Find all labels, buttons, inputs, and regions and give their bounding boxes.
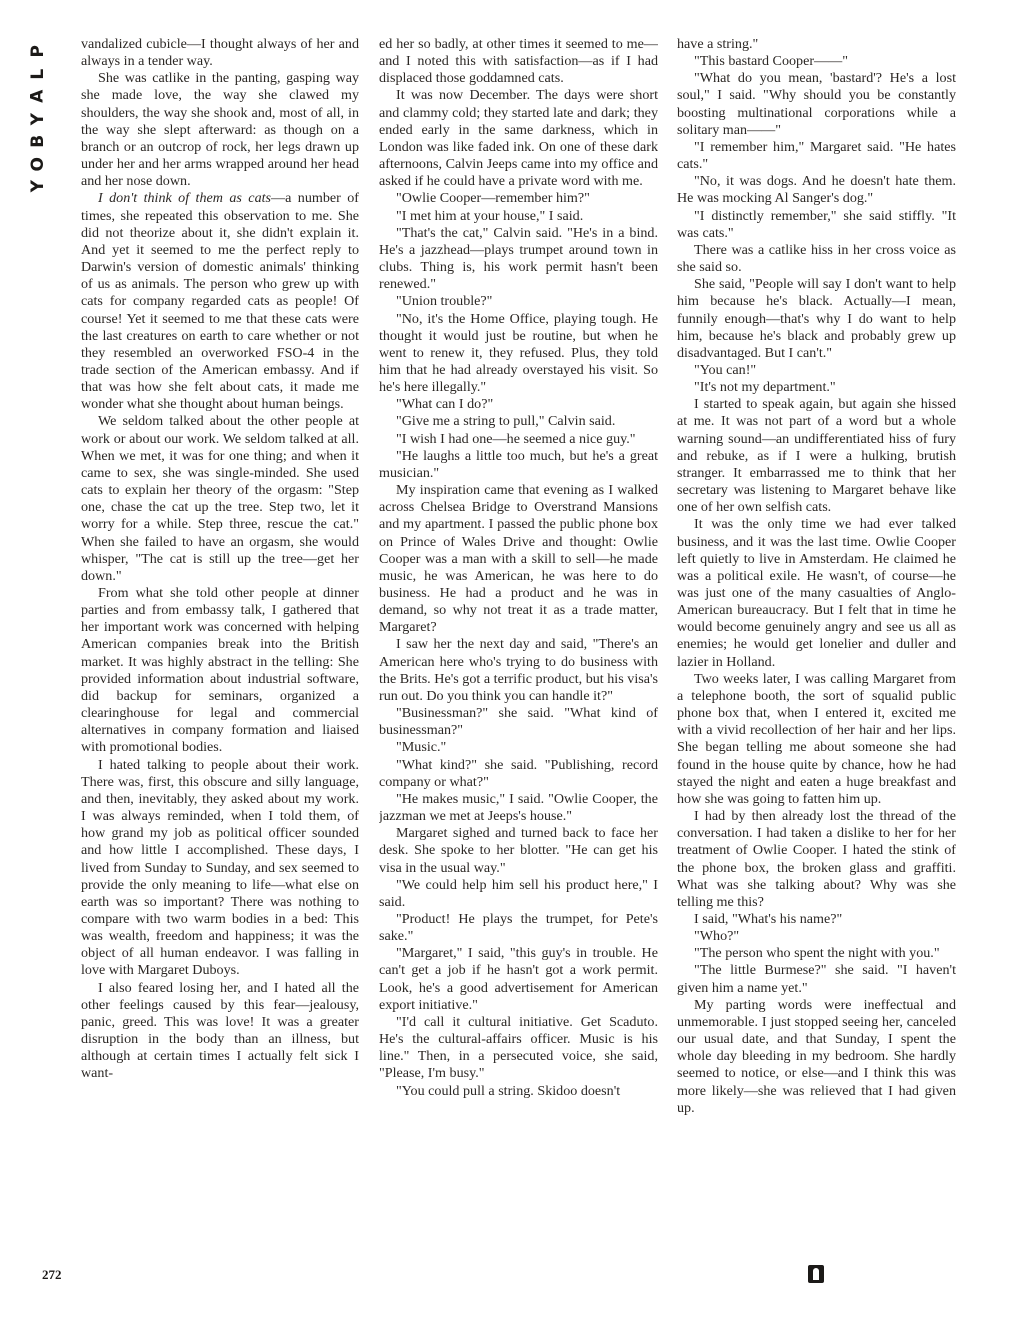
paragraph-text: She was catlike in the panting, gasping way she made love, the way she clawed my shoulders, the way she shook and, most of all, in the way she slept afterward: as though on a branch or an outcrop of rock, her legs drawn up under her and her arms wrapped around her head and her nose down.: [81, 70, 359, 190]
paragraph-text: It was now December. The days were short and clammy cold; they started late and dark; they ended early in the same darkness, which in London was like faded ink. On one of these dark afternoons, Calvin Jeeps came into my office and asked if he could have a private word with me.: [379, 87, 658, 190]
paragraph: [81, 190, 359, 413]
paragraph: [379, 825, 658, 876]
paragraph: [379, 1083, 658, 1100]
paragraph-text: "He makes music," I said. "Owlie Cooper, the jazzman we met at Jeeps's house.": [379, 790, 658, 825]
running-head-letter: L: [27, 68, 48, 80]
paragraph: [379, 911, 658, 945]
running-head-letter: Y: [27, 180, 48, 193]
paragraph-text: I had by then already lost the thread of the conversation. I had taken a dislike to her for her treatment of Owlie Cooper. I hated the stink of the phone box, the broken glass and graffiti. What was she talking about? Why was she telling me this?: [677, 808, 956, 910]
paragraph-text: "We could help him sell his product here," I said.: [379, 876, 658, 910]
paragraph-text: "Who?": [694, 928, 740, 945]
paragraph: [677, 36, 956, 53]
paragraph: [81, 70, 359, 190]
paragraph-text: "It's not my department.": [694, 379, 836, 396]
paragraph: [379, 877, 658, 911]
paragraph-text: "This bastard Cooper——": [694, 53, 848, 70]
paragraph: [379, 791, 658, 825]
paragraph: [81, 757, 359, 980]
paragraph: [379, 208, 658, 225]
italic-phrase: I don't think of them as cats: [98, 190, 272, 207]
paragraph: [677, 242, 956, 276]
paragraph: [677, 945, 956, 962]
paragraph: [677, 962, 956, 996]
paragraph-text: "Give me a string to pull," Calvin said.: [396, 413, 616, 430]
paragraph: [379, 757, 658, 791]
paragraph: [677, 208, 956, 242]
paragraph: [677, 911, 956, 928]
paragraph: [379, 482, 658, 636]
running-head-letter: A: [27, 89, 48, 103]
paragraph-text: ed her so badly, at other times it seemed to me—and I noted this with satisfaction—as if I had displaced those goddamned cats.: [379, 36, 658, 87]
paragraph: [677, 139, 956, 173]
paragraph: [379, 448, 658, 482]
paragraph-text: "You could pull a string. Skidoo doesn't: [396, 1082, 621, 1099]
paragraph: [677, 70, 956, 139]
paragraph: [379, 311, 658, 397]
text-column-1: [81, 36, 359, 1286]
paragraph: [379, 36, 658, 87]
paragraph-text: "He laughs a little too much, but he's a great musician.": [379, 447, 658, 481]
paragraph: [81, 413, 359, 585]
paragraph-text: "The person who spent the night with you.": [694, 945, 940, 962]
paragraph-text: From what she told other people at dinner parties and from embassy talk, I gathered that her important work was concerned with helping American companies break into the British market. It was highly abstract in the telling: She provided information about industrial software, did backup for seminars, organized a clearinghouse for legal and commercial alternatives in company formation and liaised with promotional bodies.: [81, 585, 359, 756]
paragraph: [379, 739, 658, 756]
paragraph: [81, 980, 359, 1083]
paragraph-text: "You can!": [694, 361, 757, 378]
paragraph: [677, 379, 956, 396]
paragraph: [677, 362, 956, 379]
paragraph-text: "What can I do?": [396, 396, 494, 413]
paragraph: [379, 87, 658, 190]
paragraph: [379, 413, 658, 430]
paragraph-text: "No, it was dogs. And he doesn't hate them. He was mocking Al Sanger's dog.": [677, 173, 956, 207]
magazine-running-head: [22, 40, 54, 198]
paragraph: [379, 225, 658, 294]
paragraph: [677, 516, 956, 670]
paragraph: [379, 705, 658, 739]
paragraph-text: "What do you mean, 'bastard'? He's a lost soul," I said. "Why should you be constantly boosting multinational corporations while a solitary man——": [677, 70, 956, 138]
paragraph-text: "I met him at your house," I said.: [396, 207, 584, 224]
paragraph-text: My parting words were ineffectual and unmemorable. I just stopped seeing her, canceled our usual date, and that Sunday, I spent the whole day bleeding in my bedroom. She hardly seemed to notice, or else—and I think this was more likely—she was relieved that I had given up.: [677, 996, 956, 1116]
paragraph: [677, 671, 956, 808]
paragraph-text: We seldom talked about the other people at work or about our work. We seldom talked at all. When we met, it was for one thing; and when it came to sex, she was single-minded. She used cats to explain her theory of the orgasm: "Step one, chase the cat up the tree. Step two, let it worry for a while. Step three, rescue the cat." When she failed to have an orgasm, she would whisper, "The cat is still up the tree—get her down.": [81, 413, 359, 584]
paragraph-text: "Businessman?" she said. "What kind of businessman?": [379, 705, 658, 739]
paragraph: [677, 808, 956, 911]
paragraph-text: "Music.": [396, 739, 447, 756]
paragraph-text: "I distinctly remember," she said stiffly. "It was cats.": [677, 207, 956, 241]
paragraph: [677, 53, 956, 70]
paragraph: [379, 396, 658, 413]
paragraph-text: Two weeks later, I was calling Margaret from a telephone booth, the sort of squalid public phone box that, when I entered it, excited me with a vivid recollection of her hair and her lips. She began telling me about someone she had found in the house quite by chance, how he had stayed the night and eaten a huge breakfast and how she was going to fatten him up.: [677, 670, 956, 807]
bunny-end-mark-icon: [808, 1265, 824, 1283]
running-head-letter: O: [27, 156, 48, 171]
paragraph-text: I hated talking to people about their work. There was, first, this obscure and silly language, and then, inevitably, they asked about my work. I was always reminded, when I told them, of how grand my job as political officer sounded and how little I accomplished. These days, I lived from Sunday to Sunday, and sex seemed to provide the only meaning to life—what else on earth was so important? There was nothing to compare with two warm bodies in a bed: This was wealth, freedom and happiness; it was the object of all human endeavor. I was falling in love with Margaret Duboys.: [81, 756, 359, 979]
paragraph: [379, 431, 658, 448]
paragraph-text: There was a catlike hiss in her cross voice as she said so.: [677, 241, 956, 276]
paragraph-text: I started to speak again, but again she hissed at me. It was not part of a word but a whole warning sound—an undifferentiated hiss of fury and rebuke, as if I were a hulking, brutish stranger. It embarrassed me to think that her secretary was listening to Margaret behave like one of her own selfish cats.: [677, 396, 956, 516]
paragraph-text: "The little Burmese?" she said. "I haven't given him a name yet.": [677, 962, 956, 996]
paragraph: [677, 396, 956, 516]
text-column-3: [677, 36, 956, 1286]
paragraph-text: "Owlie Cooper—remember him?": [396, 190, 590, 207]
paragraph-text: —a number of times, she repeated this observation to me. She did not theorize about it, she didn't explain it. And yet it seemed to me the perfect reply to Darwin's version of domestic animals' thinking of us as animals. The person who grew up with cats for company regarded cats as people! Of course! Yet it seemed to me that these cats were the last creatures on earth to care whether or not they resembled an overworked FSO-4 in the trade section of the American embassy. And if that was how she felt about cats, it made me wonder what she thought about human beings.: [81, 190, 359, 413]
text-column-2: [379, 36, 658, 1286]
paragraph-text: She said, "People will say I don't want to help him because he's black. Actually—I mean, funnily enough—that's why I do want to help him, because he's black and probably grew up disadvantaged. But I can't.": [677, 276, 956, 361]
paragraph-text: Margaret sighed and turned back to face her desk. She spoke to her blotter. "He can get his visa in the usual way.": [379, 825, 658, 876]
paragraph-text: "I'd call it cultural initiative. Get Scaduto. He's the cultural-affairs officer. Music is his line." Then, in a persecuted voice, she said, "Please, I'm busy.": [379, 1013, 658, 1082]
paragraph-text: have a string.": [677, 36, 759, 52]
paragraph-text: "I remember him," Margaret said. "He hates cats.": [677, 138, 956, 173]
paragraph-text: "Union trouble?": [396, 293, 493, 310]
paragraph-text: vandalized cubicle—I thought always of her and always in a tender way.: [81, 36, 359, 70]
paragraph-text: I said, "What's his name?": [694, 910, 843, 927]
paragraph: [677, 997, 956, 1117]
paragraph-text: "What kind?" she said. "Publishing, record company or what?": [379, 756, 658, 790]
paragraph-text: "I wish I had one—he seemed a nice guy.": [396, 430, 636, 447]
paragraph: [677, 173, 956, 207]
paragraph: [379, 1014, 658, 1083]
paragraph-text: I also feared losing her, and I hated all the other feelings caused by this fear—jealousy, panic, greed. This was love! It was a greater disruption in the body than an illness, but although at certain times I actually felt sick I want-: [81, 979, 359, 1082]
paragraph: [81, 36, 359, 70]
paragraph-text: It was the only time we had ever talked business, and it was the last time. Owlie Cooper left quietly to live in Amsterdam. He claimed he was a political exile. He wasn't, of course—he was just one of the many casualties of Anglo-American bureaucracy. But I felt that in time he would become genuinely angry and see us all as enemies; he would get lonelier and duller and lazier in Holland.: [677, 516, 956, 670]
paragraph-text: "That's the cat," Calvin said. "He's in a bind. He's a jazzhead—plays trumpet around town in clubs. Thing is, his work permit hasn't been renewed.": [379, 224, 658, 293]
paragraph-text: "Product! He plays the trumpet, for Pete's sake.": [379, 910, 658, 945]
paragraph-text: My inspiration came that evening as I walked across Chelsea Bridge to Overstrand Mansions and my apartment. I passed the public phone box on Prince of Wales Drive and thought: Owlie Cooper was a man with a skill to sell—he made music, he was American, he was here to do business. He had a product and he was in demand, so why not treat it as a trade matter, Margaret?: [379, 482, 658, 636]
paragraph: [379, 293, 658, 310]
paragraph-text: "Margaret," I said, "this guy's in trouble. He can't get a job if he hasn't got a work permit. Look, he's a good advertisement for American export initiative.": [379, 945, 658, 1013]
paragraph-text: "No, it's the Home Office, playing tough. He thought it would just be routine, but when he went to renew it, they refused. Plus, they told him that he had already overstayed his visit. So he's here illegally.": [379, 310, 658, 396]
paragraph: [379, 190, 658, 207]
running-head-letter: Y: [27, 112, 48, 125]
running-head-letter: P: [27, 45, 48, 58]
paragraph: [379, 945, 658, 1014]
running-head-letter: B: [27, 134, 48, 148]
page-number: 272: [42, 1267, 62, 1282]
paragraph: [677, 276, 956, 362]
paragraph: [81, 585, 359, 757]
paragraph: [677, 928, 956, 945]
paragraph-text: I saw her the next day and said, "There's an American here who's trying to do business with the Brits. He's got a terrific product, but his visa's run out. Do you think you can handle it?": [379, 636, 658, 704]
paragraph: [379, 636, 658, 705]
